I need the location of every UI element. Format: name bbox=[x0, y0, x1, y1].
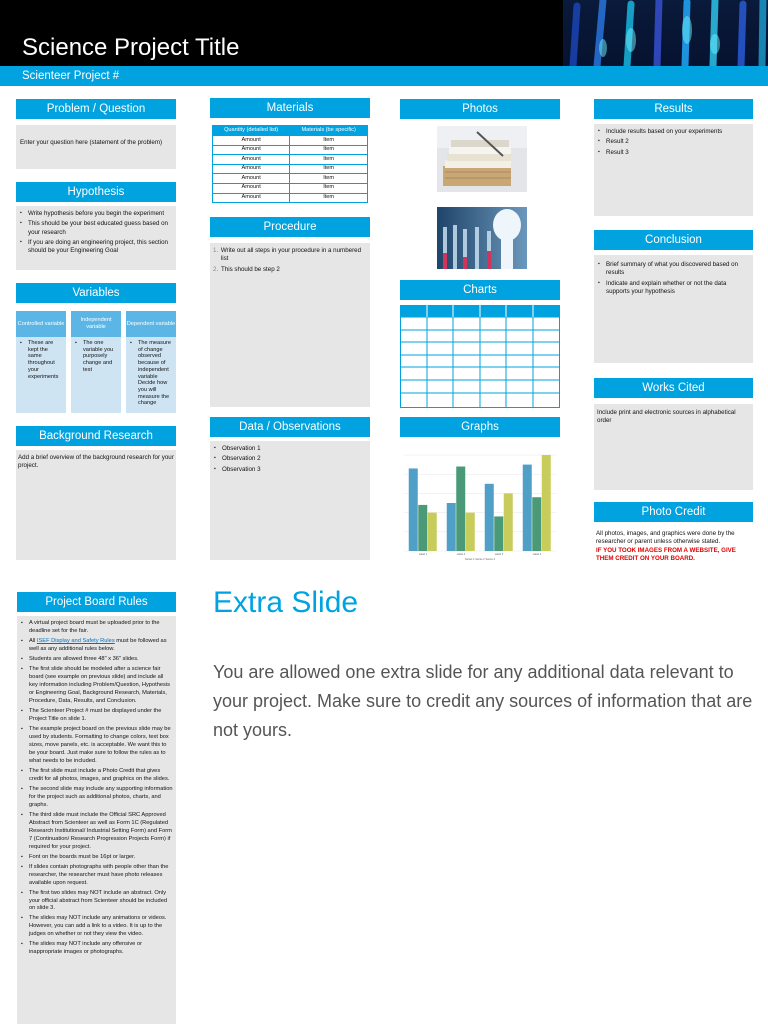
bar-series-3-1 bbox=[428, 513, 437, 551]
graphs-header: Graphs bbox=[400, 417, 560, 437]
charts-panel bbox=[400, 305, 560, 408]
bar-chart bbox=[400, 441, 560, 560]
controlled-variable-column bbox=[16, 311, 66, 413]
table-cell: Item bbox=[290, 136, 368, 146]
rule-item: ▪ The first slide should be modeled after a science fair board (see example on previous slide) and include all key information including Problem/Question, Hypothesis or Engineering Goal, Background Research, Materials, Procedure, Data, Results, and Conclusion. bbox=[21, 666, 173, 706]
dependent-variable-heading: Dependent variable bbox=[126, 311, 176, 337]
observation-item: ▪ Observation 2 bbox=[214, 455, 366, 463]
extra-slide-text: You are allowed one extra slide for any additional data relevant to your project. Make sure to credit any sources of information that are not yours. bbox=[213, 662, 753, 740]
bar-series-3-2 bbox=[466, 513, 475, 551]
rule-item: ▪ The first two slides may NOT include an abstract. Only your official abstract from Scienteer should be included on slide 3. bbox=[21, 890, 173, 914]
rule-item: ▪ A virtual project board must be uploaded prior to the deadline set for the fair. bbox=[21, 620, 173, 636]
table-cell: Amount bbox=[213, 155, 290, 165]
extra-slide-title: Extra Slide bbox=[213, 586, 359, 619]
rules-panel bbox=[17, 616, 176, 1024]
materials-col-materials: Materials (be specific) bbox=[290, 126, 368, 136]
chart-legend: Series 1 Series 2 Series 3 bbox=[465, 558, 495, 560]
rule-item: ▪ The first slide must include a Photo Credit that gives credit for all photos, images, and graphics on the slides. bbox=[21, 768, 173, 784]
materials-panel bbox=[210, 122, 370, 208]
conclusion-item: ▪ Indicate and explain whether or not the data supports your hypothesis bbox=[598, 280, 749, 297]
table-cell: Amount bbox=[213, 193, 290, 203]
list-item: ▪ This should be your best educated guess based on your research bbox=[20, 220, 172, 237]
bar-series-2-3 bbox=[494, 516, 503, 551]
table-cell: Amount bbox=[213, 136, 290, 146]
background-header: Background Research bbox=[16, 426, 176, 446]
observation-item: ▪ Observation 3 bbox=[214, 466, 366, 474]
conclusion-panel bbox=[594, 255, 753, 363]
works-cited-panel bbox=[594, 404, 753, 490]
data-panel bbox=[210, 441, 370, 560]
data-header: Data / Observations bbox=[210, 417, 370, 437]
photos-header: Photos bbox=[400, 99, 560, 119]
photo-credit-text: All photos, images, and graphics were done by the researcher or parent unless otherwise stated. bbox=[596, 530, 735, 546]
bar-series-1-1 bbox=[409, 468, 418, 551]
table-row bbox=[213, 136, 368, 146]
conclusion-header: Conclusion bbox=[594, 230, 753, 250]
procedure-header: Procedure bbox=[210, 217, 370, 237]
table-row bbox=[213, 193, 368, 203]
rule-item: ▪ The example project board on the previous slide may be used by students. Formatting to change colors, text box sizes, move panels, etc. is acceptable. We want this to be your board. Just make sure to follow the rules as to what needs to be included. bbox=[21, 726, 173, 766]
rule-item: ▪ Students are allowed three 48" x 36" slides. bbox=[21, 656, 173, 664]
problem-text: Enter your question here (statement of the problem) bbox=[20, 139, 163, 146]
variables-header: Variables bbox=[16, 283, 176, 303]
bar-series-2-1 bbox=[418, 505, 427, 551]
materials-col-quantity: Quantity (detailed list) bbox=[213, 126, 290, 136]
dependent-variable-text: ▪ The measure of change observed because of independent variable Decide how you will measure the change bbox=[130, 340, 173, 407]
table-row bbox=[213, 155, 368, 165]
page-title: Science Project Title bbox=[22, 34, 240, 61]
controlled-variable-heading: Controlled variable bbox=[16, 311, 66, 337]
photo-credit-warning: IF YOU TOOK IMAGES FROM A WEBSITE, GIVE THEM CREDIT ON YOUR BOARD. bbox=[596, 546, 736, 563]
result-item: ▪ Result 3 bbox=[598, 149, 749, 157]
table-row bbox=[213, 183, 368, 193]
bar-series-1-4 bbox=[523, 465, 532, 551]
independent-variable-heading: Independent variable bbox=[71, 311, 121, 337]
problem-header: Problem / Question bbox=[16, 99, 176, 119]
isef-rules-link[interactable]: ISEF Display and Safety Rules bbox=[36, 637, 115, 644]
background-panel bbox=[16, 450, 176, 560]
chart-category-label: Label 3 bbox=[494, 553, 504, 556]
table-cell: Amount bbox=[213, 183, 290, 193]
graphs-panel bbox=[400, 441, 560, 560]
photo-credit-header: Photo Credit bbox=[594, 502, 753, 522]
project-number: Scienteer Project # bbox=[22, 70, 120, 82]
result-item: ▪ Result 2 bbox=[598, 138, 749, 146]
rule-item: ▪ If slides contain photographs with people other than the researcher, the researcher must have photo releases available upon request. bbox=[21, 864, 173, 888]
table-cell: Item bbox=[290, 145, 368, 155]
bar-series-3-3 bbox=[504, 493, 513, 551]
controlled-variable-text: ▪ These are kept the same throughout your experiments bbox=[20, 340, 63, 380]
background-text: Add a brief overview of the background research for your project. bbox=[18, 454, 174, 470]
papers-photo bbox=[437, 126, 527, 192]
problem-panel bbox=[16, 125, 176, 169]
photo-credit-panel bbox=[594, 527, 753, 563]
blank-data-table bbox=[400, 305, 560, 408]
list-item: ▪ If you are doing an engineering project, this section should be your Engineering Goal bbox=[20, 239, 172, 256]
rule-item: ▪ The second slide may include any supporting information for the project such as additional photos, charts, and graphs. bbox=[21, 786, 173, 810]
bar-series-3-4 bbox=[542, 455, 551, 551]
bar-series-1-2 bbox=[447, 503, 456, 551]
materials-header: Materials bbox=[210, 98, 370, 118]
bar-series-1-3 bbox=[485, 484, 494, 551]
rule-item bbox=[21, 638, 173, 654]
table-cell: Item bbox=[290, 174, 368, 184]
dependent-variable-column bbox=[126, 311, 176, 413]
results-header: Results bbox=[594, 99, 753, 119]
table-cell: Amount bbox=[213, 164, 290, 174]
bar-series-2-2 bbox=[456, 467, 465, 551]
table-row bbox=[213, 145, 368, 155]
chart-category-label: Label 1 bbox=[418, 553, 428, 556]
table-cell: Item bbox=[290, 155, 368, 165]
chart-category-label: Label 4 bbox=[532, 553, 542, 556]
independent-variable-text: ▪ The one variable you purposely change and test bbox=[75, 340, 118, 374]
rules-header: Project Board Rules bbox=[17, 592, 176, 612]
works-cited-text: Include print and electronic sources in alphabetical order bbox=[597, 409, 736, 425]
rule-item: ▪ The slides may NOT include any offensive or inappropriate images or photographs. bbox=[21, 941, 173, 957]
bar-series-2-4 bbox=[532, 497, 541, 551]
test-tubes-photo bbox=[437, 207, 527, 269]
independent-variable-column bbox=[71, 311, 121, 413]
rule-item: ▪ The Scienteer Project # must be displayed under the Project Title on slide 1. bbox=[21, 708, 173, 724]
chart-category-label: Label 2 bbox=[456, 553, 466, 556]
rule-text: must be followed as well as any additional rules below. bbox=[29, 637, 167, 652]
conclusion-item: ▪ Brief summary of what you discovered based on results bbox=[598, 261, 749, 278]
rule-item: ▪ Font on the boards must be 16pt or larger. bbox=[21, 854, 173, 862]
hypothesis-panel bbox=[16, 206, 176, 270]
materials-table bbox=[212, 125, 368, 203]
result-item: ▪ Include results based on your experiments bbox=[598, 128, 749, 136]
hypothesis-header: Hypothesis bbox=[16, 182, 176, 202]
procedure-panel: 1. Write out all steps in your procedure in a numbered list 2. This should be step 2 bbox=[210, 243, 370, 407]
rule-item: ▪ The third slide must include the Official SRC Approved Abstract from Scienteer as well as Form 1C (Regulated Research Institutional/ Industrial Setting Form) and Form 7 (Continuation/ Research Progression Projects Form) if required for your project. bbox=[21, 812, 173, 852]
table-cell: Item bbox=[290, 164, 368, 174]
results-panel bbox=[594, 124, 753, 216]
test-tubes-banner-image bbox=[563, 0, 768, 66]
observation-item: ▪ Observation 1 bbox=[214, 445, 366, 453]
rule-text: All bbox=[29, 637, 36, 644]
works-cited-header: Works Cited bbox=[594, 378, 753, 398]
rule-item: ▪ The slides may NOT include any animations or videos. However, you can add a link to a video. It is up to the judges on whether or not they view the video. bbox=[21, 915, 173, 939]
procedure-step: This should be step 2 bbox=[221, 265, 280, 273]
list-item: ▪ Write hypothesis before you begin the experiment bbox=[20, 210, 172, 218]
table-row bbox=[213, 164, 368, 174]
table-cell: Amount bbox=[213, 145, 290, 155]
table-row bbox=[213, 174, 368, 184]
table-cell: Amount bbox=[213, 174, 290, 184]
procedure-step: Write out all steps in your procedure in a numbered list bbox=[220, 247, 362, 263]
table-cell: Item bbox=[290, 183, 368, 193]
charts-header: Charts bbox=[400, 280, 560, 300]
table-cell: Item bbox=[290, 193, 368, 203]
